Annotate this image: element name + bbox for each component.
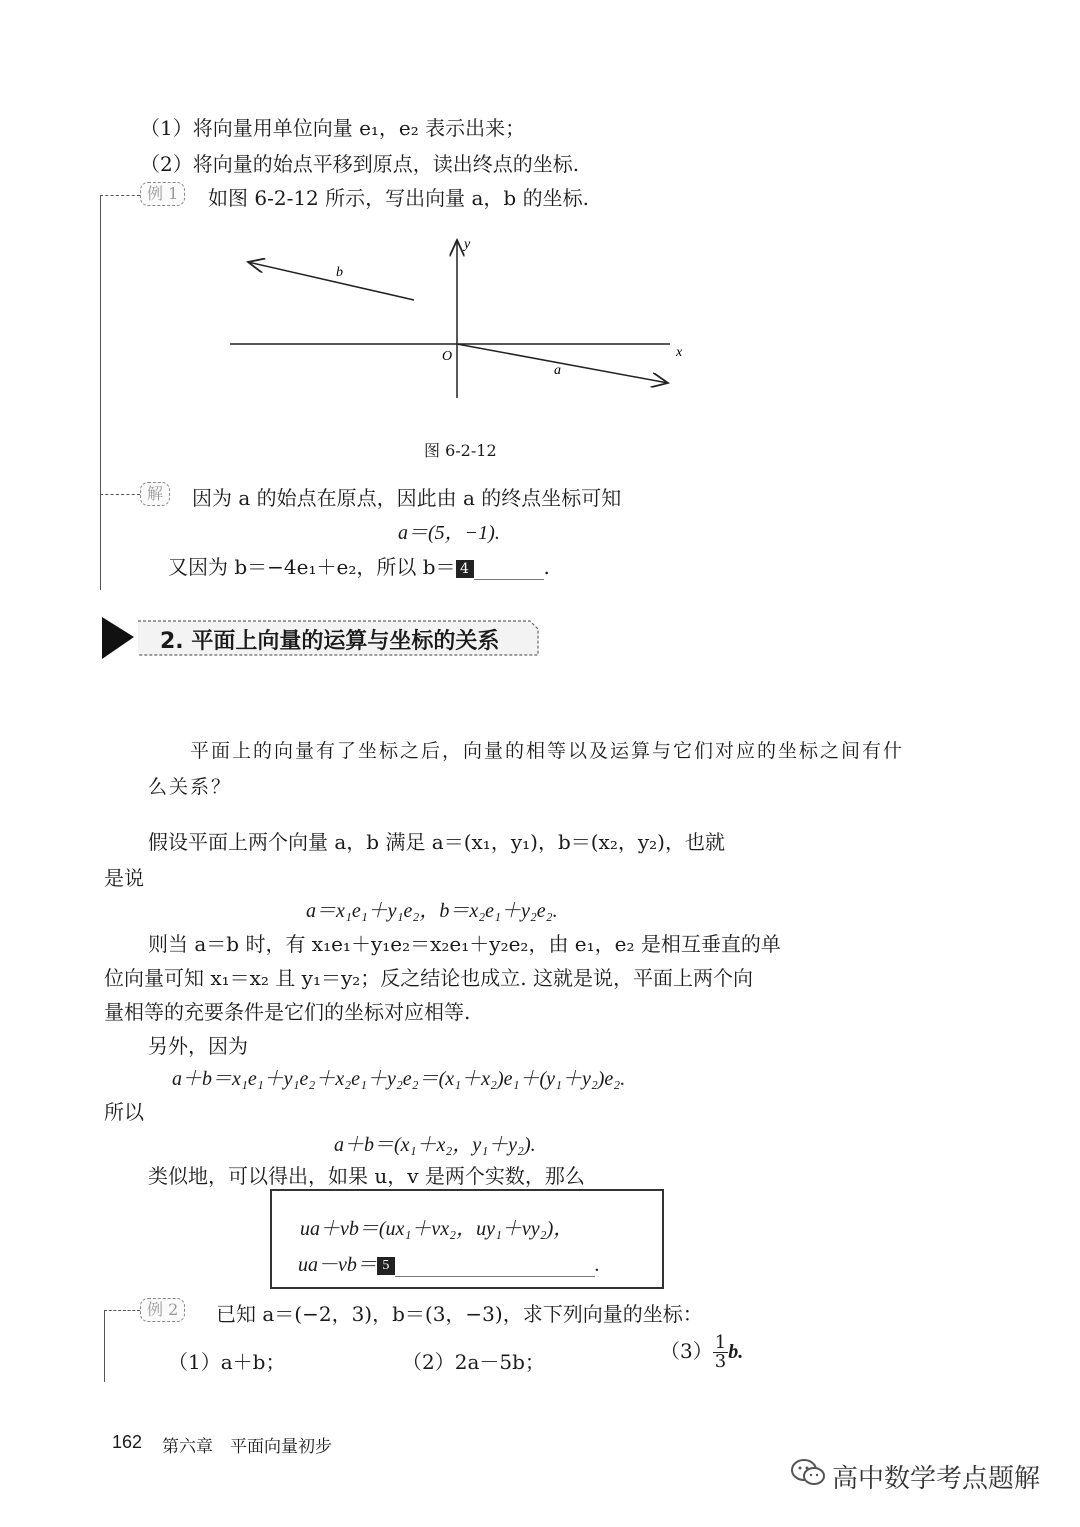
box-eq-2 bbox=[298, 1248, 600, 1277]
label-x: x bbox=[676, 345, 683, 360]
solution-line-1: 因为 a 的始点在原点，因此由 a 的终点坐标可知 bbox=[192, 486, 622, 510]
example1-text: 如图 6-2-12 所示，写出向量 a，b 的坐标. bbox=[208, 186, 589, 210]
question-line-2: 么关系？ bbox=[148, 776, 233, 798]
example1-bracket bbox=[100, 195, 101, 590]
body-p3: 另外，因为 bbox=[148, 1034, 248, 1058]
body-eq-2: a＋b＝x₁e₁＋y₁e₂＋x₂e₁＋y₂e₂＝(x₁＋x₂)e₁＋(y₁＋y₂)e₂. bbox=[172, 1068, 626, 1090]
fraction-one-third bbox=[713, 1334, 728, 1371]
step-1: （1）将向量用单位向量 e₁，e₂ 表示出来； bbox=[140, 116, 526, 140]
box-eq-2-prefix: ua－vb＝ bbox=[298, 1254, 377, 1276]
solution-line-3 bbox=[168, 551, 550, 580]
solution-tag: 解 bbox=[140, 482, 170, 506]
example2-text: 已知 a＝(−2，3)，b＝(3，−3)，求下列向量的坐标： bbox=[216, 1302, 703, 1326]
box-eq-1: ua＋vb＝(ux₁＋vx₂，uy₁＋vy₂)， bbox=[300, 1218, 574, 1240]
fraction-numerator: 1 bbox=[714, 1332, 727, 1353]
body-p2-line-3: 量相等的充要条件是它们的坐标对应相等. bbox=[104, 1000, 471, 1024]
example2-bracket bbox=[104, 1310, 105, 1382]
section-arrow-icon bbox=[102, 617, 134, 659]
label-y: y bbox=[464, 237, 471, 252]
example1-tag: 例 1 bbox=[140, 182, 185, 206]
fraction-denominator: 3 bbox=[714, 1351, 727, 1372]
chapter-title: 第六章 平面向量初步 bbox=[162, 1437, 332, 1457]
example2-bracket-top bbox=[104, 1310, 140, 1311]
example2-item-3-prefix: （3） bbox=[660, 1339, 713, 1363]
label-origin: O bbox=[442, 349, 453, 364]
vector-a bbox=[457, 344, 668, 383]
example2-item-3-suffix: b. bbox=[728, 1341, 744, 1363]
body-eq-1: a＝x₁e₁＋y₁e₂，b＝x₂e₁＋y₂e₂. bbox=[306, 900, 558, 922]
body-p2-line-1: 则当 a＝b 时，有 x₁e₁＋y₁e₂＝x₂e₁＋y₂e₂，由 e₁，e₂ 是相互垂直的单 bbox=[148, 932, 781, 956]
section-title: 2. 平面上向量的运算与坐标的关系 bbox=[160, 629, 500, 654]
figure-vectors bbox=[220, 230, 700, 410]
blank-marker-4: 4 bbox=[456, 560, 474, 578]
solution-line-3-prefix: 又因为 b＝−4e₁＋e₂，所以 b＝ bbox=[168, 555, 456, 579]
blank-marker-5: 5 bbox=[377, 1257, 395, 1275]
solution-line-2: a＝(5，−1). bbox=[398, 522, 500, 544]
question-line-1: 平面上的向量有了坐标之后，向量的相等以及运算与它们对应的坐标之间有什 bbox=[190, 740, 905, 762]
box-eq-2-suffix: . bbox=[594, 1254, 600, 1276]
example2-item-2: （2）2a－5b； bbox=[402, 1350, 545, 1374]
body-p1-line-1: 假设平面上两个向量 a，b 满足 a＝(x₁，y₁)，b＝(x₂，y₂)，也就 bbox=[148, 830, 725, 854]
answer-blank-4[interactable] bbox=[474, 561, 544, 580]
solution-line-3-suffix: . bbox=[543, 555, 550, 579]
body-p4: 所以 bbox=[104, 1100, 144, 1124]
page-number: 162 bbox=[112, 1432, 143, 1452]
step-2: （2）将向量的始点平移到原点，读出终点的坐标. bbox=[140, 152, 580, 176]
label-b: b bbox=[336, 265, 343, 280]
wechat-icon bbox=[790, 1458, 826, 1488]
answer-blank-5[interactable] bbox=[395, 1258, 595, 1277]
example2-tag: 例 2 bbox=[140, 1298, 185, 1322]
example1-bracket-top bbox=[100, 195, 140, 196]
vector-b bbox=[248, 262, 414, 300]
label-a: a bbox=[554, 363, 561, 378]
example2-item-3 bbox=[660, 1334, 743, 1371]
body-p5: 类似地，可以得出，如果 u，v 是两个实数，那么 bbox=[148, 1164, 585, 1188]
solution-bracket bbox=[100, 494, 140, 495]
body-p2-line-2: 位向量可知 x₁＝x₂ 且 y₁＝y₂；反之结论也成立. 这就是说，平面上两个向 bbox=[104, 966, 754, 990]
example2-item-1: （1）a＋b； bbox=[168, 1350, 286, 1374]
body-eq-3: a＋b＝(x₁＋x₂，y₁＋y₂). bbox=[334, 1134, 536, 1156]
watermark-text: 高中数学考点题解 bbox=[832, 1464, 1041, 1494]
body-p1-line-2: 是说 bbox=[104, 866, 144, 890]
figure-caption: 图 6-2-12 bbox=[424, 441, 497, 460]
